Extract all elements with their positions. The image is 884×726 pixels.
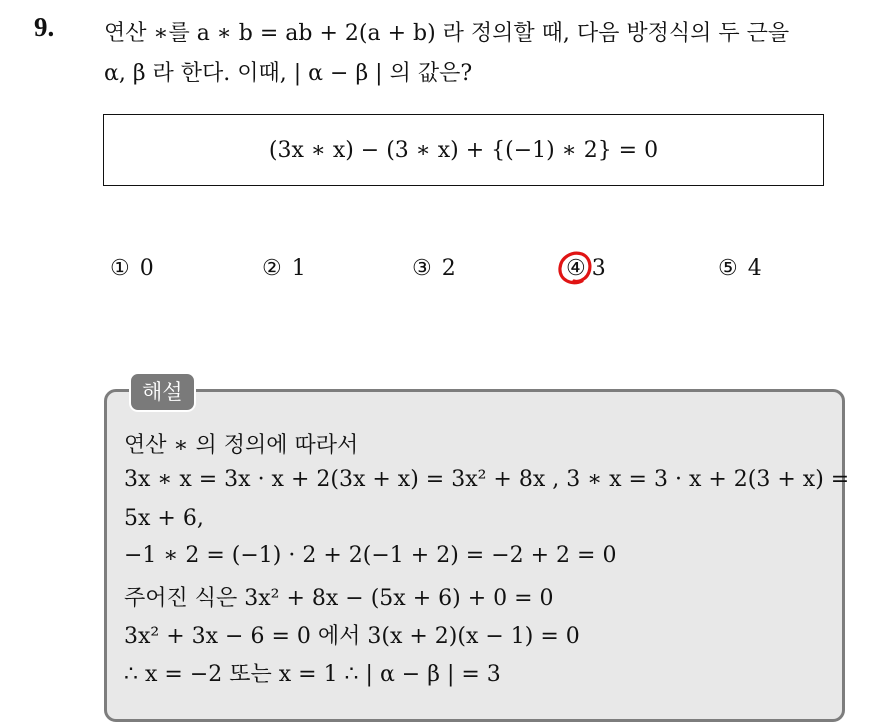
answer-circle-stroke <box>560 253 590 283</box>
solution-line-3: 5x + 6, <box>124 506 204 531</box>
choice-1[interactable] <box>110 256 154 281</box>
choice-2-marker: ② <box>262 256 282 281</box>
question-number: 9. <box>34 12 55 42</box>
choice-2[interactable] <box>262 256 306 281</box>
solution-line-5: 주어진 식은 3x² + 8x − (5x + 6) + 0 = 0 <box>124 586 554 611</box>
equation: (3x ∗ x) − (3 ∗ x) + {(−1) ∗ 2} = 0 <box>268 137 659 163</box>
answer-circle-mark <box>555 248 595 288</box>
solution-line-6: 3x² + 3x − 6 = 0 에서 3(x + 2)(x − 1) = 0 <box>124 624 580 649</box>
choice-5[interactable] <box>718 256 762 281</box>
equation-box <box>103 114 824 186</box>
choice-2-value: 1 <box>291 256 306 281</box>
choice-4-value: 3 <box>591 256 606 281</box>
choice-4-marker: ④ <box>566 256 586 281</box>
choice-5-value: 4 <box>747 256 762 281</box>
choice-3-value: 2 <box>441 256 456 281</box>
solution-tab: 해설 <box>129 372 196 412</box>
choice-5-marker: ⑤ <box>718 256 738 281</box>
question-text-line-1: 연산 ∗를 a ∗ b = ab + 2(a + b) 라 정의할 때, 다음 방정식의 두 근을 <box>104 21 790 46</box>
choice-1-marker: ① <box>110 256 130 281</box>
solution-line-7: ∴ x = −2 또는 x = 1 ∴ | α − β | = 3 <box>124 662 501 687</box>
choice-1-value: 0 <box>139 256 154 281</box>
choice-3-marker: ③ <box>412 256 432 281</box>
solution-line-2: 3x ∗ x = 3x · x + 2(3x + x) = 3x² + 8x , 3 ∗ x = 3 · x + 2(3 + x) = <box>124 467 850 492</box>
solution-line-1: 연산 ∗ 의 정의에 따라서 <box>124 433 359 458</box>
solution-line-4: −1 ∗ 2 = (−1) · 2 + 2(−1 + 2) = −2 + 2 = 0 <box>124 543 617 568</box>
question-text-line-2: α, β 라 한다. 이때, | α − β | 의 값은? <box>104 61 473 86</box>
choice-3[interactable] <box>412 256 456 281</box>
